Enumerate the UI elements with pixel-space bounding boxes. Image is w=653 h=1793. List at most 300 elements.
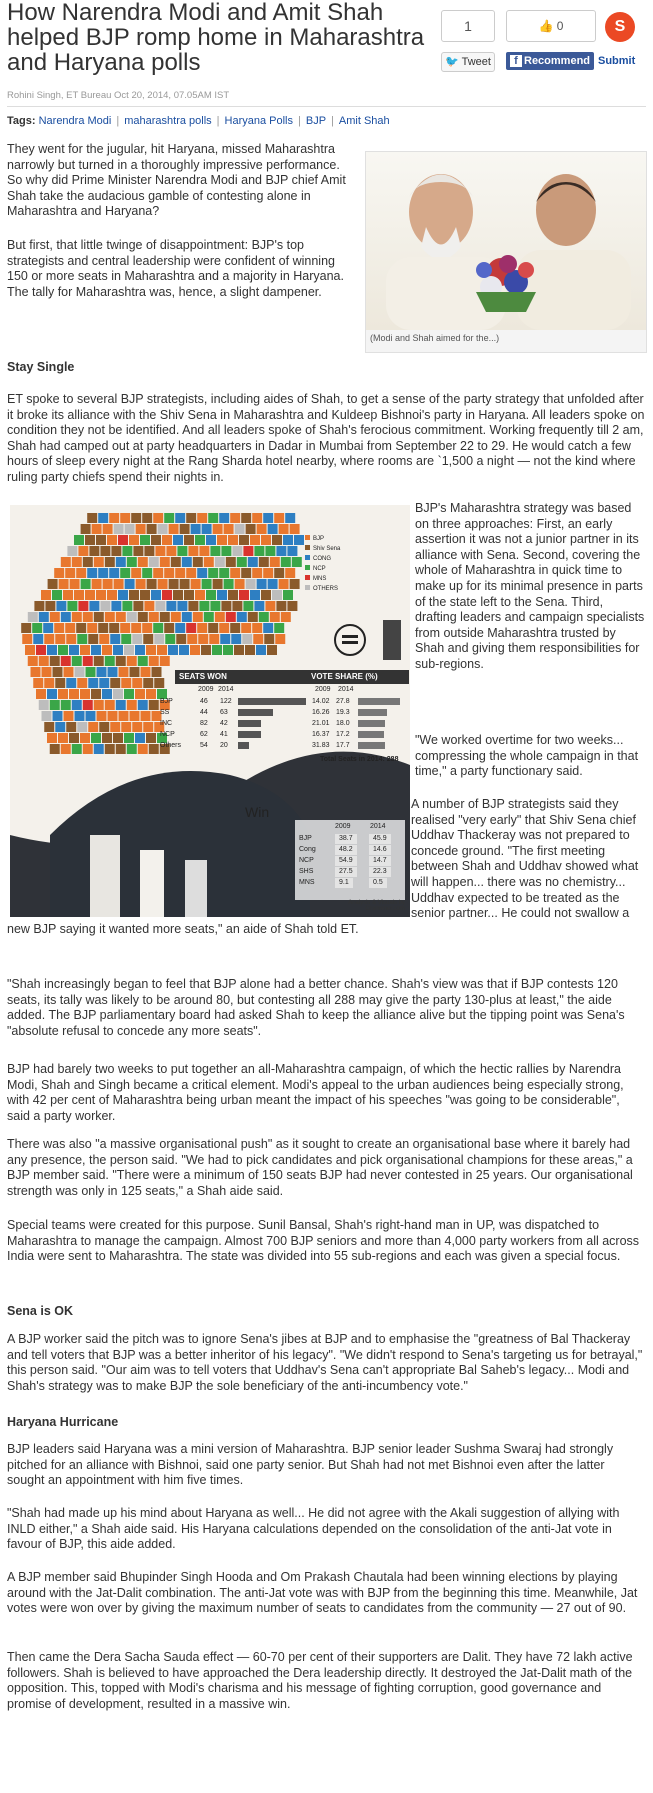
constituency-cell <box>116 557 126 567</box>
win-2014: 45.9 <box>369 834 391 844</box>
constituency-cell <box>65 568 75 578</box>
constituency-cell <box>223 645 233 655</box>
constituency-cell <box>99 722 109 732</box>
constituency-cell <box>44 722 54 732</box>
constituency-cell <box>32 623 42 633</box>
constituency-cell <box>230 568 240 578</box>
constituency-cell <box>188 601 198 611</box>
constituency-cell <box>197 568 207 578</box>
constituency-cell <box>261 590 271 600</box>
constituency-cell <box>94 656 104 666</box>
constituency-cell <box>31 667 41 677</box>
constituency-cell <box>74 590 84 600</box>
paragraph-7: "Shah increasingly began to feel that BJP alone had a better chance. Shah's view was that if BJP contests 120 seats, its tally was likely to be around 80, but contesting all 288 may give the party 130-plus at least," the aide added. The BJP parliamentary board had asked Shah to keep the alliance alive but the tipping point was Sena's "absolute refusal to concede any more seats". <box>7 977 625 1038</box>
heading-sena-is-ok: Sena is OK <box>7 1304 73 1318</box>
constituency-cell <box>135 689 145 699</box>
constituency-cell <box>220 634 230 644</box>
constituency-cell <box>144 601 154 611</box>
twitter-bird-icon: 🐦 <box>445 56 459 68</box>
constituency-cell <box>80 689 90 699</box>
constituency-cell <box>173 590 183 600</box>
constituency-cell <box>110 722 120 732</box>
constituency-cell <box>290 524 300 534</box>
constituency-cell <box>87 568 97 578</box>
tag-link[interactable]: maharashtra polls <box>124 115 212 127</box>
constituency-cell <box>72 700 82 710</box>
constituency-cell <box>177 546 187 556</box>
photo-caption: (Modi and Shah aimed for the...) <box>370 333 500 343</box>
constituency-cell <box>72 744 82 754</box>
byline: Rohini Singh, ET Bureau Oct 20, 2014, 07.05AM IST <box>7 90 230 101</box>
constituency-cell <box>83 656 93 666</box>
constituency-cell <box>138 656 148 666</box>
constituency-cell <box>72 612 82 622</box>
constituency-cell <box>143 634 153 644</box>
constituency-cell <box>252 623 262 633</box>
constituency-cell <box>168 645 178 655</box>
constituency-cell <box>81 579 91 589</box>
constituency-cell <box>252 513 262 523</box>
constituency-cell <box>153 568 163 578</box>
tweet-button[interactable] <box>441 52 495 72</box>
constituency-cell <box>243 546 253 556</box>
vote-bar <box>358 720 385 727</box>
article-header <box>7 0 427 75</box>
constituency-cell <box>97 711 107 721</box>
constituency-cell <box>171 612 181 622</box>
constituency-cell <box>85 535 95 545</box>
constituency-cell <box>83 612 93 622</box>
constituency-cell <box>199 601 209 611</box>
tag-link[interactable]: Haryana Polls <box>224 115 293 127</box>
constituency-cell <box>250 535 260 545</box>
constituency-cell <box>224 579 234 589</box>
vote-bar <box>358 742 385 749</box>
constituency-cell <box>33 634 43 644</box>
win-party: Cong <box>299 846 316 853</box>
constituency-cell <box>190 645 200 655</box>
paragraph-10: Special teams were created for this purpose. Sunil Bansal, Shah's right-hand man in UP, was dispatched to Maharashtra to manage the campaign. Almost 700 BJP seniors and more than 4,000 party workers from all across India were sent to Maharashtra. The state was divided into 55 sub-regions and each was given a special focus. <box>7 1218 640 1264</box>
constituency-cell <box>87 623 97 633</box>
lead-photo[interactable] <box>365 151 647 353</box>
constituency-cell <box>175 568 185 578</box>
constituency-cell <box>105 612 115 622</box>
paragraph-6-wrap <box>7 797 645 937</box>
legend-cong: CONG <box>313 556 331 562</box>
constituency-cell <box>275 634 285 644</box>
constituency-cell <box>215 612 225 622</box>
constituency-cell <box>100 601 110 611</box>
constituency-cell <box>213 579 223 589</box>
constituency-cell <box>141 711 151 721</box>
win-2014: 22.3 <box>369 867 391 877</box>
constituency-cell <box>208 623 218 633</box>
constituency-cell <box>44 678 54 688</box>
constituency-cell <box>136 579 146 589</box>
constituency-cell <box>151 590 161 600</box>
seats-row <box>160 741 405 751</box>
constituency-cell <box>52 590 62 600</box>
constituency-cell <box>122 546 132 556</box>
constituency-cell <box>206 590 216 600</box>
constituency-cell <box>265 546 275 556</box>
win-label: Win <box>245 804 270 820</box>
constituency-cell <box>231 634 241 644</box>
constituency-cell <box>127 656 137 666</box>
seats-won-header: SEATS WON <box>175 670 314 684</box>
constituency-cell <box>208 568 218 578</box>
constituency-cell <box>122 601 132 611</box>
constituency-cell <box>287 546 297 556</box>
constituency-cell <box>131 568 141 578</box>
constituency-cell <box>72 557 82 567</box>
constituency-cell <box>120 568 130 578</box>
constituency-cell <box>213 524 223 534</box>
constituency-cell <box>132 722 142 732</box>
thumbs-up-icon: 👍 <box>538 19 554 33</box>
constituency-cell <box>219 568 229 578</box>
constituency-cell <box>206 535 216 545</box>
constituency-cell <box>204 557 214 567</box>
constituency-cell <box>124 733 134 743</box>
constituency-cell <box>63 590 73 600</box>
heading-haryana-hurricane: Haryana Hurricane <box>7 1415 119 1429</box>
constituency-cell <box>274 568 284 578</box>
constituency-cell <box>191 579 201 589</box>
seats-2009: 46 <box>200 698 208 705</box>
constituency-cell <box>154 634 164 644</box>
year-2009-label: 2009 <box>198 686 214 693</box>
year-2014-label: 2014 <box>370 823 386 830</box>
constituency-cell <box>129 535 139 545</box>
constituency-cell <box>130 667 140 677</box>
constituency-cell <box>92 524 102 534</box>
constituency-cell <box>143 678 153 688</box>
constituency-cell <box>133 546 143 556</box>
tag-link[interactable]: BJP <box>305 115 327 127</box>
constituency-cell <box>243 601 253 611</box>
seats-2014: 42 <box>220 720 228 727</box>
paragraph-4: BJP's Maharashtra strategy was based on three approaches: First, an early assertion it was not a junior partner in its alliance with Sena. Second, covering the whole of Maharashtra in quick time to make up for its minimal presence in parts of the state left to the Sena. Third, drafting leaders and campaign specialists from outside Maharashtra trusted by Shah and giving them responsibilities for sub-regions. <box>415 501 645 671</box>
constituency-cell <box>164 568 174 578</box>
constituency-cell <box>235 579 245 589</box>
constituency-cell <box>74 535 84 545</box>
constituency-cell <box>162 535 172 545</box>
constituency-cell <box>53 667 63 677</box>
constituency-cell <box>69 645 79 655</box>
constituency-cell <box>186 513 196 523</box>
constituency-cell <box>55 722 65 732</box>
constituency-cell <box>263 513 273 523</box>
legend-others: OTHERS <box>313 586 339 592</box>
paragraph-5: "We worked overtime for two weeks... compressing the whole campaign in that time," a party functionary said. <box>415 733 639 779</box>
constituency-cell <box>146 689 156 699</box>
constituency-cell <box>125 524 135 534</box>
constituency-cell <box>81 524 91 534</box>
constituency-cell <box>39 656 49 666</box>
party-label: Others <box>160 742 182 749</box>
constituency-cell <box>55 634 65 644</box>
constituency-cell <box>265 601 275 611</box>
constituency-cell <box>36 645 46 655</box>
constituency-cell <box>75 667 85 677</box>
constituency-cell <box>153 623 163 633</box>
constituency-cell <box>155 546 165 556</box>
constituency-cell <box>230 513 240 523</box>
constituency-cell <box>120 623 130 633</box>
constituency-cell <box>193 612 203 622</box>
constituency-cell <box>98 623 108 633</box>
vote-2014: 17.2 <box>336 731 350 738</box>
constituency-cell <box>80 645 90 655</box>
constituency-cell <box>166 601 176 611</box>
constituency-cell <box>85 590 95 600</box>
constituency-cell <box>91 689 101 699</box>
constituency-cell <box>50 612 60 622</box>
paragraph-6: A number of BJP strategists said they realised "very early" that Shiv Sena chief Uddhav Thackeray was not prepared to concede ground. "The first meeting between Shah and Uddhav showed what will happen... there was no chemistry... Uddhav expected to be treated as the senior partner... He could not swallow a new BJP saying it wanted more seats," an aide of Shah told ET. <box>7 797 639 936</box>
constituency-cell <box>87 513 97 523</box>
constituency-cell <box>116 612 126 622</box>
constituency-cell <box>157 645 167 655</box>
constituency-cell <box>169 579 179 589</box>
seats-bar <box>238 720 261 727</box>
constituency-cell <box>77 634 87 644</box>
constituency-cell <box>113 733 123 743</box>
constituency-cell <box>270 557 280 567</box>
constituency-cell <box>160 656 170 666</box>
recommend-button[interactable] <box>506 52 594 70</box>
constituency-cell <box>186 623 196 633</box>
constituency-cell <box>177 601 187 611</box>
constituency-cell <box>116 656 126 666</box>
constituency-cell <box>272 590 282 600</box>
constituency-cell <box>132 678 142 688</box>
vote-share-header: VOTE SHARE (%) <box>307 670 409 684</box>
seats-row <box>160 697 405 707</box>
recommend-button-label: Recommend <box>524 55 591 67</box>
constituency-cell <box>149 656 159 666</box>
win-2009: 27.5 <box>335 867 357 877</box>
constituency-cell <box>91 733 101 743</box>
constituency-cell <box>86 667 96 677</box>
paragraph-2: But first, that little twinge of disappointment: BJP's top strategists and central leadership were confident of winning 150 or more seats in Maharashtra and a majority in Haryana. The tally for Maharashtra was, hence, a slight dampener. <box>7 238 344 299</box>
vote-2014: 18.0 <box>336 720 350 727</box>
paragraph-15: Then came the Dera Sacha Sauda effect — 60-70 per cent of their supporters are Dalit. They have 72 lakh active followers. Shah is believed to have approached the Dera leadership directly. It destroyed the Jat-Dalit math of the opposition. This, topped with Modi's charisma and his message of fighting corruption, good governance and promise of development, resulted in a massive win. <box>7 1650 633 1711</box>
constituency-cell <box>61 557 71 567</box>
constituency-cell <box>248 557 258 567</box>
constituency-cell <box>21 623 31 633</box>
seats-2009: 62 <box>200 731 208 738</box>
paragraph-12: BJP leaders said Haryana was a mini version of Maharashtra. BJP senior leader Sushma Swaraj had strongly pitched for an alliance with Bishnoi, said one party senior. But Shah had not met Bishnoi even after the latter sought an appointment with him five times. <box>7 1442 614 1488</box>
constituency-cell <box>138 744 148 754</box>
like-count <box>506 10 596 42</box>
constituency-cell <box>102 645 112 655</box>
constituency-cell <box>199 546 209 556</box>
legend-shiv-sena: Shiv Sena <box>313 546 341 552</box>
constituency-cell <box>239 535 249 545</box>
constituency-cell <box>166 546 176 556</box>
vote-bar <box>358 709 387 716</box>
constituency-cell <box>67 601 77 611</box>
share-bar <box>440 10 645 72</box>
tags-label: Tags: <box>7 115 36 127</box>
constituency-cell <box>88 678 98 688</box>
constituency-cell <box>252 568 262 578</box>
constituency-cell <box>241 568 251 578</box>
constituency-cell <box>66 678 76 688</box>
constituency-cell <box>47 689 57 699</box>
constituency-cell <box>107 590 117 600</box>
constituency-cell <box>105 744 115 754</box>
constituency-cell <box>235 524 245 534</box>
constituency-cell <box>281 612 291 622</box>
constituency-cell <box>147 524 157 534</box>
seats-2014: 20 <box>220 742 228 749</box>
constituency-cell <box>88 634 98 644</box>
constituency-cell <box>67 546 77 556</box>
constituency-cell <box>228 590 238 600</box>
constituency-cell <box>142 568 152 578</box>
constituency-cell <box>55 678 65 688</box>
constituency-cell <box>204 612 214 622</box>
constituency-cell <box>171 557 181 567</box>
constituency-cell <box>50 656 60 666</box>
constituency-cell <box>182 612 192 622</box>
win-2009: 48.2 <box>335 845 357 855</box>
constituency-cell <box>149 557 159 567</box>
paragraph-14: A BJP member said Bhupinder Singh Hooda and Om Prakash Chautala had been winning elections by playing around with the Jat-Dalit combination. The anti-Jat vote was with BJP from the beginning this time. Meanwhile, Jat votes were won over by giving the maximum number of seats to candidates from the community — 27 out of 90. <box>7 1570 638 1616</box>
constituency-cell <box>50 700 60 710</box>
constituency-cell <box>267 645 277 655</box>
constituency-cell <box>66 722 76 732</box>
constituency-cell <box>158 524 168 534</box>
constituency-cell <box>28 656 38 666</box>
seats-row <box>160 730 405 740</box>
constituency-cell <box>180 524 190 534</box>
constituency-cell <box>287 601 297 611</box>
constituency-cell <box>226 557 236 567</box>
constituency-cell <box>132 634 142 644</box>
year-2009-label: 2009 <box>315 686 331 693</box>
constituency-cell <box>283 590 293 600</box>
constituency-cell <box>246 524 256 534</box>
constituency-cell <box>290 579 300 589</box>
constituency-cell <box>197 513 207 523</box>
constituency-cell <box>124 689 134 699</box>
legend-bjp: BJP <box>313 536 325 542</box>
constituency-cell <box>279 524 289 534</box>
constituency-cell <box>234 645 244 655</box>
modi-shah-photo <box>366 152 646 330</box>
constituency-cell <box>210 601 220 611</box>
constituency-cell <box>274 623 284 633</box>
constituency-cell <box>149 700 159 710</box>
constituency-cell <box>272 535 282 545</box>
constituency-cell <box>219 513 229 523</box>
constituency-cell <box>146 733 156 743</box>
submit-link[interactable]: Submit <box>598 55 636 67</box>
constituency-cell <box>184 590 194 600</box>
constituency-cell <box>116 744 126 754</box>
constituency-cell <box>129 590 139 600</box>
constituency-cell <box>77 678 87 688</box>
constituency-cell <box>160 612 170 622</box>
constituency-cell <box>72 656 82 666</box>
constituency-cell <box>135 645 145 655</box>
constituency-cell <box>36 689 46 699</box>
constituency-cell <box>195 535 205 545</box>
constituency-cell <box>96 535 106 545</box>
win-2009: 54.9 <box>335 856 357 866</box>
constituency-cell <box>76 623 86 633</box>
constituency-cell <box>155 601 165 611</box>
infographic-credit: Analysis & Visuals by Gramener.com <box>348 900 405 912</box>
constituency-cell <box>78 546 88 556</box>
constituency-cell <box>197 623 207 633</box>
year-2014-label: 2014 <box>338 686 354 693</box>
tag-link[interactable]: Narendra Modi <box>38 115 112 127</box>
constituency-cell <box>136 524 146 534</box>
constituency-cell <box>175 513 185 523</box>
constituency-cell <box>109 623 119 633</box>
win-2009: 38.7 <box>335 834 357 844</box>
party-label: INC <box>160 720 173 727</box>
seats-bar <box>238 698 306 705</box>
constituency-cell <box>140 535 150 545</box>
stumbleupon-icon[interactable]: S <box>605 12 635 42</box>
constituency-cell <box>219 623 229 633</box>
constituency-cell <box>64 711 74 721</box>
constituency-cell <box>107 535 117 545</box>
constituency-cell <box>114 524 124 534</box>
constituency-cell <box>270 612 280 622</box>
tweet-count: 1 <box>441 10 495 42</box>
vote-2009: 21.01 <box>312 720 330 727</box>
constituency-cell <box>292 557 302 567</box>
constituency-cell <box>241 623 251 633</box>
constituency-cell <box>108 711 118 721</box>
vote-2009: 16.37 <box>312 731 330 738</box>
constituency-cell <box>158 579 168 589</box>
tags-row: Tags: Narendra Modi | maharashtra polls | Haryana Polls | BJP | Amit Shah <box>7 115 390 127</box>
heading-stay-single: Stay Single <box>7 360 75 374</box>
constituency-cell <box>42 667 52 677</box>
party-label: BJP <box>160 698 173 705</box>
paragraph-9: There was also "a massive organisational push" as it sought to create an organisational base where it barely had any presence, the person said. "We had to pick candidates and pick organisational champions for these areas," a BJP member said. "There were a minimum of 150 seats BJP had never contested in 25 years. Our organisational strength was only in 125 seats," a Shah aide said. <box>7 1137 633 1198</box>
constituency-cell <box>103 524 113 534</box>
constituency-cell <box>140 590 150 600</box>
constituency-cell <box>58 689 68 699</box>
constituency-cell <box>191 524 201 534</box>
win-party: MNS <box>299 879 315 886</box>
constituency-cell <box>110 678 120 688</box>
constituency-cell <box>141 667 151 677</box>
constituency-cell <box>120 513 130 523</box>
tweet-button-label: Tweet <box>461 56 491 68</box>
constituency-cell <box>221 546 231 556</box>
total-seats: Total Seats in 2014: 288 <box>320 756 399 763</box>
constituency-cell <box>127 612 137 622</box>
constituency-cell <box>121 678 131 688</box>
tag-link[interactable]: Amit Shah <box>338 115 390 127</box>
constituency-cell <box>143 722 153 732</box>
constituency-cell <box>230 623 240 633</box>
win-party: NCP <box>299 857 314 864</box>
facebook-icon: f <box>510 55 522 67</box>
constituency-cell <box>268 524 278 534</box>
paragraph-3: ET spoke to several BJP strategists, including aides of Shah, to get a sense of the party strategy that unfolded after it broke its alliance with the Shiv Sena in Maharashtra and Kuldeep Bishnoi's party in Haryana. All leaders spoke on condition they not be identified. And all leaders spoke of Shah's ferocious commitment. Working frequently till 2 am, Shah had camped out at party headquarters in Dadar in Mumbai from September 22 to 29. He would catch a few hours of sleep every night at the Rang Sharda hotel nearby, where rooms are `1,500 a night — not the kind where ruling party chiefs spend their nights in. <box>7 392 645 484</box>
constituency-cell <box>276 546 286 556</box>
